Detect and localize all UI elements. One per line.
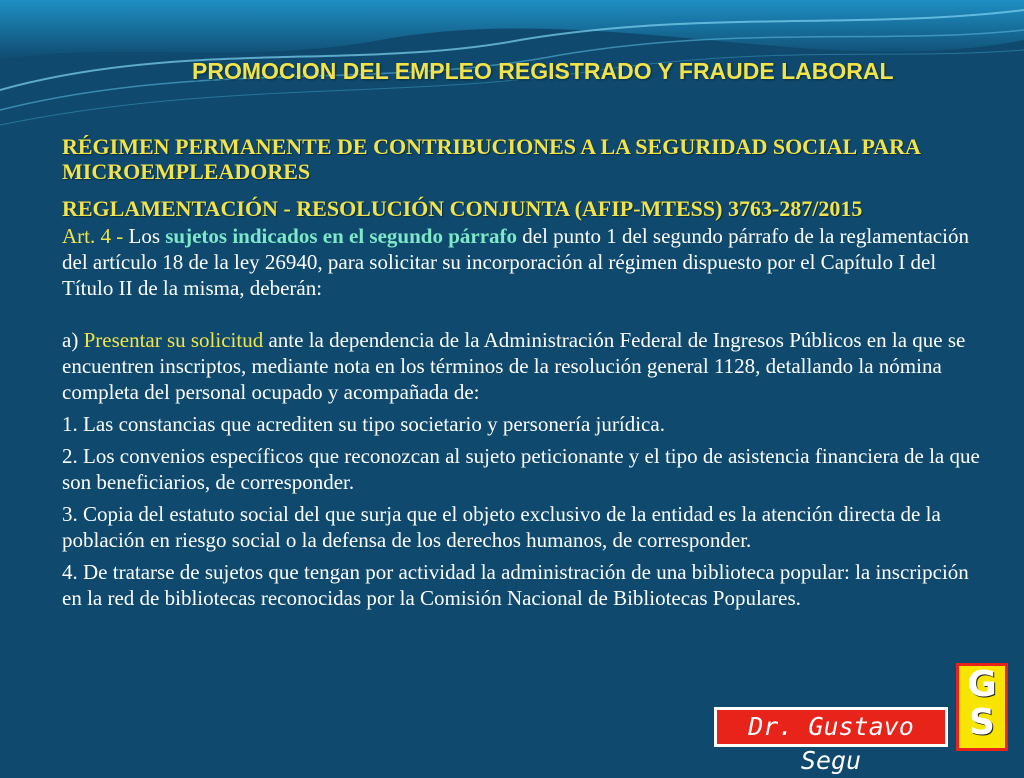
list-item: 3. Copia del estatuto social del que surja que el objeto exclusivo de la entidad es la atención directa de la población en riesgo social o la defensa de los derechos humanos, de corresponder. bbox=[62, 502, 941, 552]
article-text-end: del punto 1 del segundo párrafo de la reglamentación del artículo 18 de la ley 26940, para solicitar su incorporación al régimen dispuesto por el Capítulo I del Título II de la misma, deberán: bbox=[62, 224, 969, 300]
article-highlight: sujetos indicados en el segundo párrafo bbox=[165, 224, 518, 248]
article-label: Art. 4 - bbox=[62, 224, 129, 248]
logo-letter-s: S bbox=[969, 702, 995, 743]
slide-title: PROMOCION DEL EMPLEO REGISTRADO Y FRAUDE LABORAL bbox=[192, 58, 894, 84]
article-text-start: Los bbox=[128, 224, 166, 248]
article-4-paragraph bbox=[62, 223, 987, 301]
heading-regimen: RÉGIMEN PERMANENTE DE CONTRIBUCIONES A LA SEGURIDAD SOCIAL PARA MICROEMPLEADORES bbox=[62, 134, 920, 184]
heading-reglamentacion: REGLAMENTACIÓN - RESOLUCIÓN CONJUNTA (AFIP-MTESS) 3763-287/2015 bbox=[62, 196, 863, 221]
paragraph-a-text: ante la dependencia de la Administración Federal de Ingresos Públicos en la que se encuentren inscriptos, mediante nota en los términos de la resolución general 1128, detallando la nómina completa del personal ocupado y acompañada de: bbox=[62, 328, 966, 404]
slide-content bbox=[62, 134, 987, 611]
list-item: 4. De tratarse de sujetos que tengan por actividad la administración de una biblioteca popular: la inscripción en la red de bibliotecas reconocidas por la Comisión Nacional de Bibliotecas Populares. bbox=[62, 560, 969, 610]
paragraph-a-label: a) bbox=[62, 328, 84, 352]
list-item: 2. Los convenios específicos que reconozcan al sujeto peticionante y el tipo de asistencia financiera de la que son beneficiarios, de corresponder. bbox=[62, 444, 980, 494]
list-item: 1. Las constancias que acrediten su tipo societario y personería jurídica. bbox=[62, 412, 665, 436]
signature-badge: Dr. Gustavo Segu bbox=[714, 707, 948, 747]
paragraph-a-highlight: Presentar su solicitud bbox=[83, 328, 264, 352]
logo-letter-g: G bbox=[967, 664, 997, 705]
paragraph-a bbox=[62, 327, 987, 405]
gs-logo bbox=[956, 663, 1008, 751]
